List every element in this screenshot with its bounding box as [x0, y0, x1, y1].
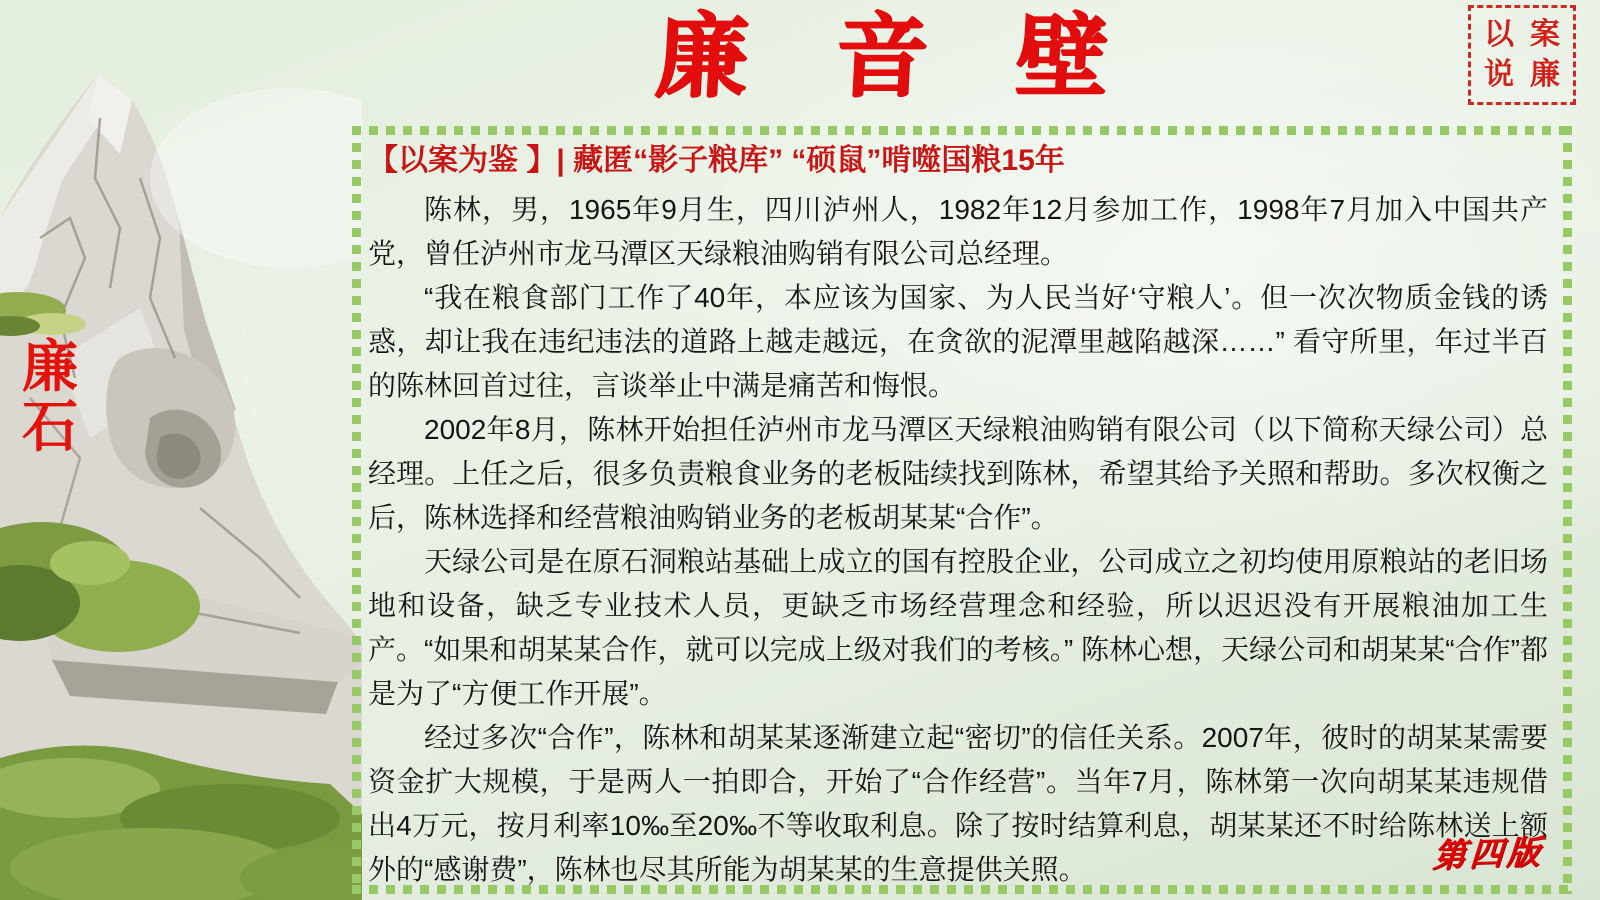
- article-headline: 【以案为鉴 】| 藏匿“影子粮库” “硕鼠”啃噬国粮15年: [368, 144, 1065, 177]
- page-title: 廉 音 壁: [652, 2, 1139, 110]
- edition-label: 第四版: [1431, 835, 1545, 876]
- dotted-border-bottom: [352, 885, 1572, 894]
- dotted-border-top: [352, 126, 1572, 135]
- badge-line-1: 以案: [1484, 18, 1576, 51]
- article-paragraph: 2002年8月，陈林开始担任泸州市龙马潭区天绿粮油购销有限公司（以下简称天绿公司）总经理。上任之后，很多负责粮食业务的老板陆续找到陈林，希望其给予关照和帮助。多次权衡之后，陈林选择和经营粮油购销业务的老板胡某某“合作”。: [368, 414, 1548, 533]
- photo-caption-char-1: 廉: [22, 337, 78, 399]
- dotted-border-left: [352, 126, 361, 894]
- article-paragraph: “我在粮食部门工作了40年，本应该为国家、为人民当好‘守粮人’。但一次次物质金钱的诱惑，却让我在违纪违法的道路上越走越远，在贪欲的泥潭里越陷越深……” 看守所里，年过半百的陈林回首过往，言谈举止中满是痛苦和悔恨。: [368, 282, 1548, 401]
- case-study-badge: [1468, 5, 1576, 105]
- photo-caption-char-2: 石: [22, 397, 78, 459]
- cliff-photo: [0, 58, 362, 900]
- photo-caption: [20, 338, 80, 458]
- badge-line-2: 说廉: [1484, 58, 1576, 91]
- article-paragraph: 经过多次“合作”，陈林和胡某某逐渐建立起“密切”的信任关系。2007年，彼时的胡某某需要资金扩大规模，于是两人一拍即合，开始了“合作经营”。当年7月，陈林第一次向胡某某违规借出4万元，按月利率10‰至20‰不等收取利息。除了按时结算利息，胡某某还不时给陈林送上额外的“感谢费”，陈林也尽其所能为胡某某的生意提供关照。: [368, 722, 1548, 885]
- article-body: [368, 138, 1548, 886]
- dotted-border-right: [1563, 126, 1572, 894]
- article-paragraph: 陈林，男，1965年9月生，四川泸州人，1982年12月参加工作，1998年7月加入中国共产党，曾任泸州市龙马潭区天绿粮油购销有限公司总经理。: [368, 194, 1548, 269]
- article-paragraph: 天绿公司是在原石洞粮站基础上成立的国有控股企业，公司成立之初均使用原粮站的老旧场地和设备，缺乏专业技术人员，更缺乏市场经营理念和经验，所以迟迟没有开展粮油加工生产。“如果和胡某某合作，就可以完成上级对我们的考核。” 陈林心想，天绿公司和胡某某“合作”都是为了“方便工作开展”。: [368, 546, 1548, 709]
- cliff-rock-illustration: [0, 58, 362, 900]
